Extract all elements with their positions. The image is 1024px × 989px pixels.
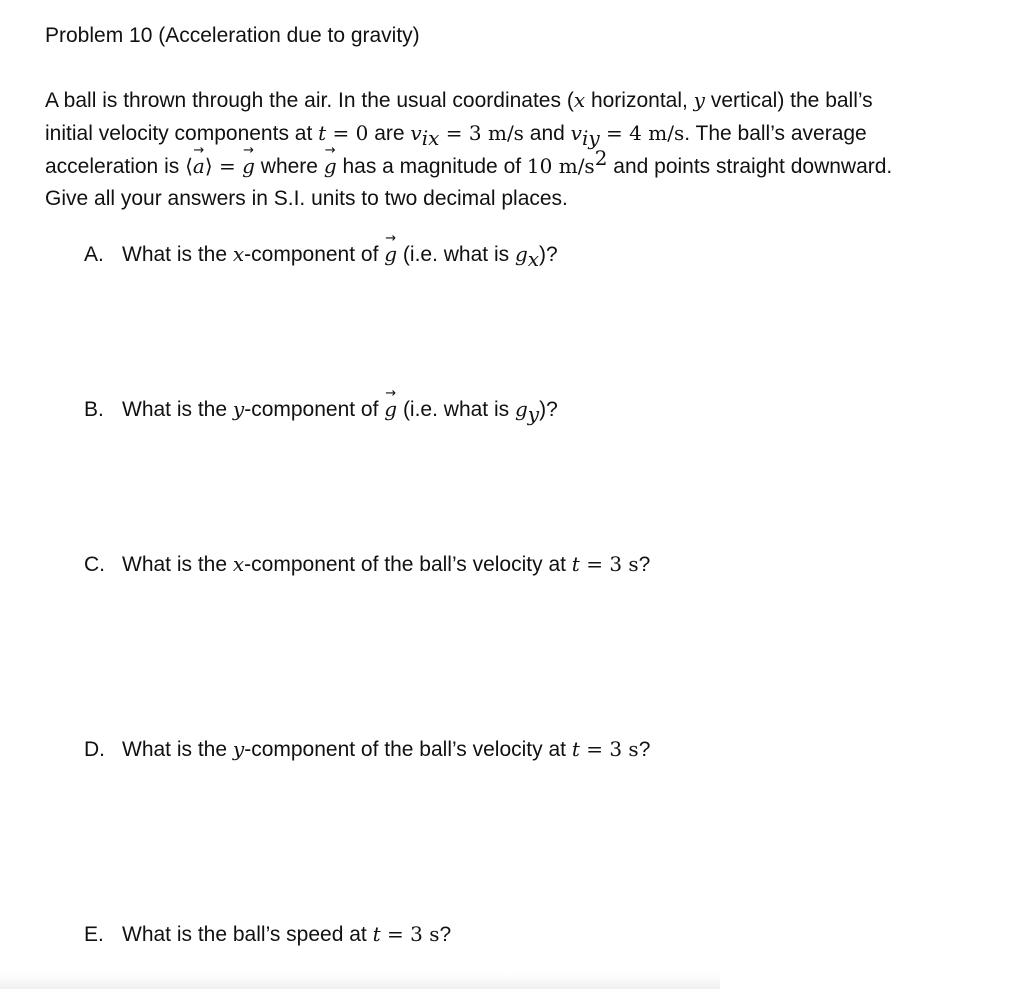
vector-a: a →: [193, 150, 205, 182]
sub-x: x: [527, 247, 540, 272]
page-bottom-shadow: [0, 973, 720, 989]
text-run: )?: [539, 398, 558, 421]
text-run: initial velocity components at: [45, 122, 319, 145]
vector-g: g →: [324, 150, 337, 182]
question-c: [84, 550, 650, 579]
text-run: horizontal,: [585, 89, 694, 112]
question-d: [84, 735, 650, 764]
text-run: -component of: [244, 398, 385, 421]
text-run: (i.e. what is: [397, 243, 515, 266]
text-run: ?: [638, 553, 651, 576]
question-label: C.: [84, 553, 105, 576]
question-label: B.: [84, 398, 104, 421]
math-vix-value: = 3 m/s: [439, 121, 524, 145]
vector-g: g →: [242, 150, 255, 182]
var-t: t: [571, 737, 580, 761]
problem-title: Problem 10 (Acceleration due to gravity): [45, 24, 420, 47]
text-run: -component of: [244, 243, 385, 266]
text-run: What is the: [122, 398, 233, 421]
sup-squared: 2: [594, 146, 608, 170]
angle-close: ⟩: [204, 154, 213, 178]
var-g: g: [514, 397, 528, 421]
var-t: t: [318, 121, 327, 145]
text-run: What is the: [122, 738, 233, 761]
question-e: [84, 920, 451, 949]
sub-iy: iy: [581, 126, 600, 151]
text-run: What is the: [122, 553, 233, 576]
var-v: v: [410, 121, 422, 145]
question-label: D.: [84, 738, 105, 761]
text-run: acceleration is: [45, 155, 186, 178]
question-label: A.: [84, 243, 104, 266]
var-t: t: [571, 552, 580, 576]
var-v: v: [570, 121, 582, 145]
text-run: are: [368, 122, 411, 145]
sub-ix: ix: [421, 126, 440, 151]
text-run: What is the ball’s speed at: [122, 923, 373, 946]
statement-line-4: Give all your answers in S.I. units to two decimal places.: [45, 187, 568, 210]
text-run: . The ball’s average: [684, 122, 867, 145]
statement-line-1: [45, 84, 1010, 117]
question-label: E.: [84, 923, 104, 946]
vector-g: g →: [384, 240, 397, 268]
question-b: [84, 395, 558, 427]
text-run: and: [523, 122, 571, 145]
statement-line-2: [45, 117, 1010, 150]
text-run: -component of the ball’s velocity at: [244, 553, 572, 576]
math-time: = 3 s: [380, 922, 440, 946]
text-run: vertical) the ball’s: [704, 89, 873, 112]
text-run: A ball is thrown through the air. In the usual coordinates (: [45, 89, 574, 112]
text-run: )?: [539, 243, 558, 266]
text-run: (i.e. what is: [397, 398, 515, 421]
angle-open: ⟨: [185, 154, 193, 178]
var-t: t: [372, 922, 381, 946]
statement-line-3: [45, 146, 1010, 183]
sub-y: y: [527, 402, 540, 427]
text-run: has a magnitude of: [336, 155, 527, 178]
text-run: ?: [638, 738, 651, 761]
problem-statement: [45, 84, 1010, 215]
text-run: ?: [439, 923, 452, 946]
var-x: x: [232, 552, 245, 576]
var-x: x: [573, 88, 586, 112]
var-y: y: [232, 737, 245, 761]
var-g: g: [514, 242, 528, 266]
math-time: = 3 s: [579, 737, 639, 761]
var-y: y: [693, 88, 705, 112]
math-viy-value: = 4 m/s: [599, 121, 685, 145]
text-run: -component of the ball’s velocity at: [244, 738, 572, 761]
math-eq-zero: = 0: [326, 121, 369, 145]
vector-g: g →: [384, 395, 397, 423]
question-a: [84, 240, 558, 272]
math-equals: =: [212, 154, 243, 178]
text-run: and points straight downward.: [607, 155, 893, 178]
var-x: x: [232, 242, 245, 266]
text-run: What is the: [122, 243, 233, 266]
math-time: = 3 s: [579, 552, 639, 576]
text-run: where: [254, 155, 324, 178]
var-y: y: [232, 397, 245, 421]
math-magnitude: 10 m/s: [526, 154, 595, 178]
